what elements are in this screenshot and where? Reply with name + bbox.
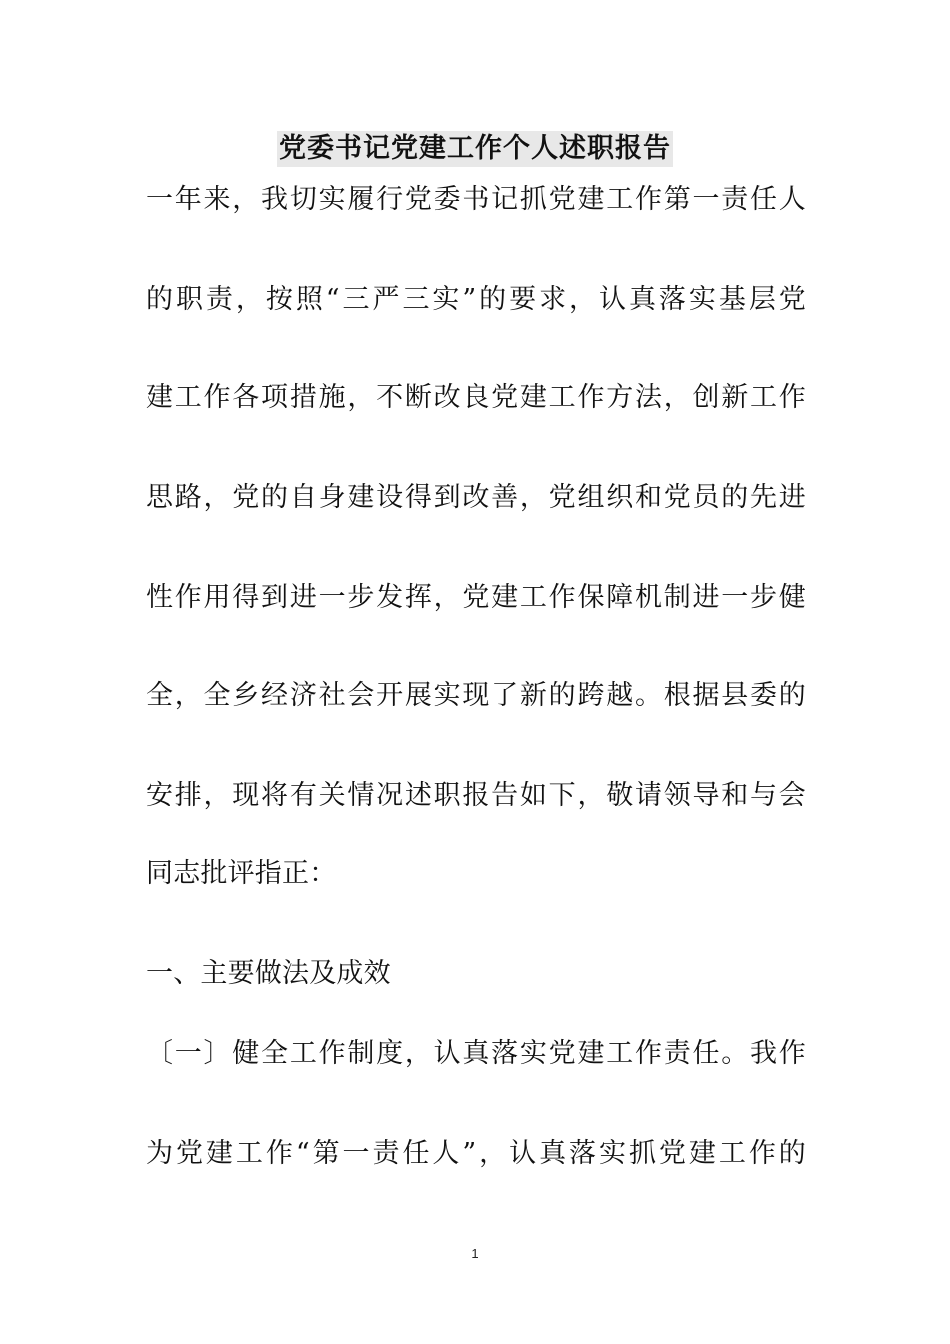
body-line-7: 安排，现将有关情况述职报告如下，敬请领导和与会 xyxy=(146,780,806,811)
document-title: 党委书记党建工作个人述职报告 xyxy=(277,131,673,167)
body-line-8: 同志批评指正： xyxy=(146,858,337,889)
body-line-1: 一年来，我切实履行党委书记抓党建工作第一责任人 xyxy=(146,184,806,215)
body-line-5: 性作用得到进一步发挥，党建工作保障机制进一步健 xyxy=(146,582,806,613)
body-line-2: 的职责，按照“三严三实”的要求，认真落实基层党 xyxy=(146,284,806,315)
body-line-11: 为党建工作“第一责任人”，认真落实抓党建工作的 xyxy=(146,1138,806,1169)
body-line-10: 〔一〕健全工作制度，认真落实党建工作责任。我作 xyxy=(146,1038,806,1069)
title-container xyxy=(0,131,950,167)
page-number: 1 xyxy=(471,1246,479,1261)
body-line-4: 思路，党的自身建设得到改善，党组织和党员的先进 xyxy=(146,482,806,513)
body-line-6: 全，全乡经济社会开展实现了新的跨越。根据县委的 xyxy=(146,680,806,711)
body-line-3: 建工作各项措施，不断改良党建工作方法，创新工作 xyxy=(146,382,806,413)
section-heading: 一、主要做法及成效 xyxy=(146,958,391,989)
